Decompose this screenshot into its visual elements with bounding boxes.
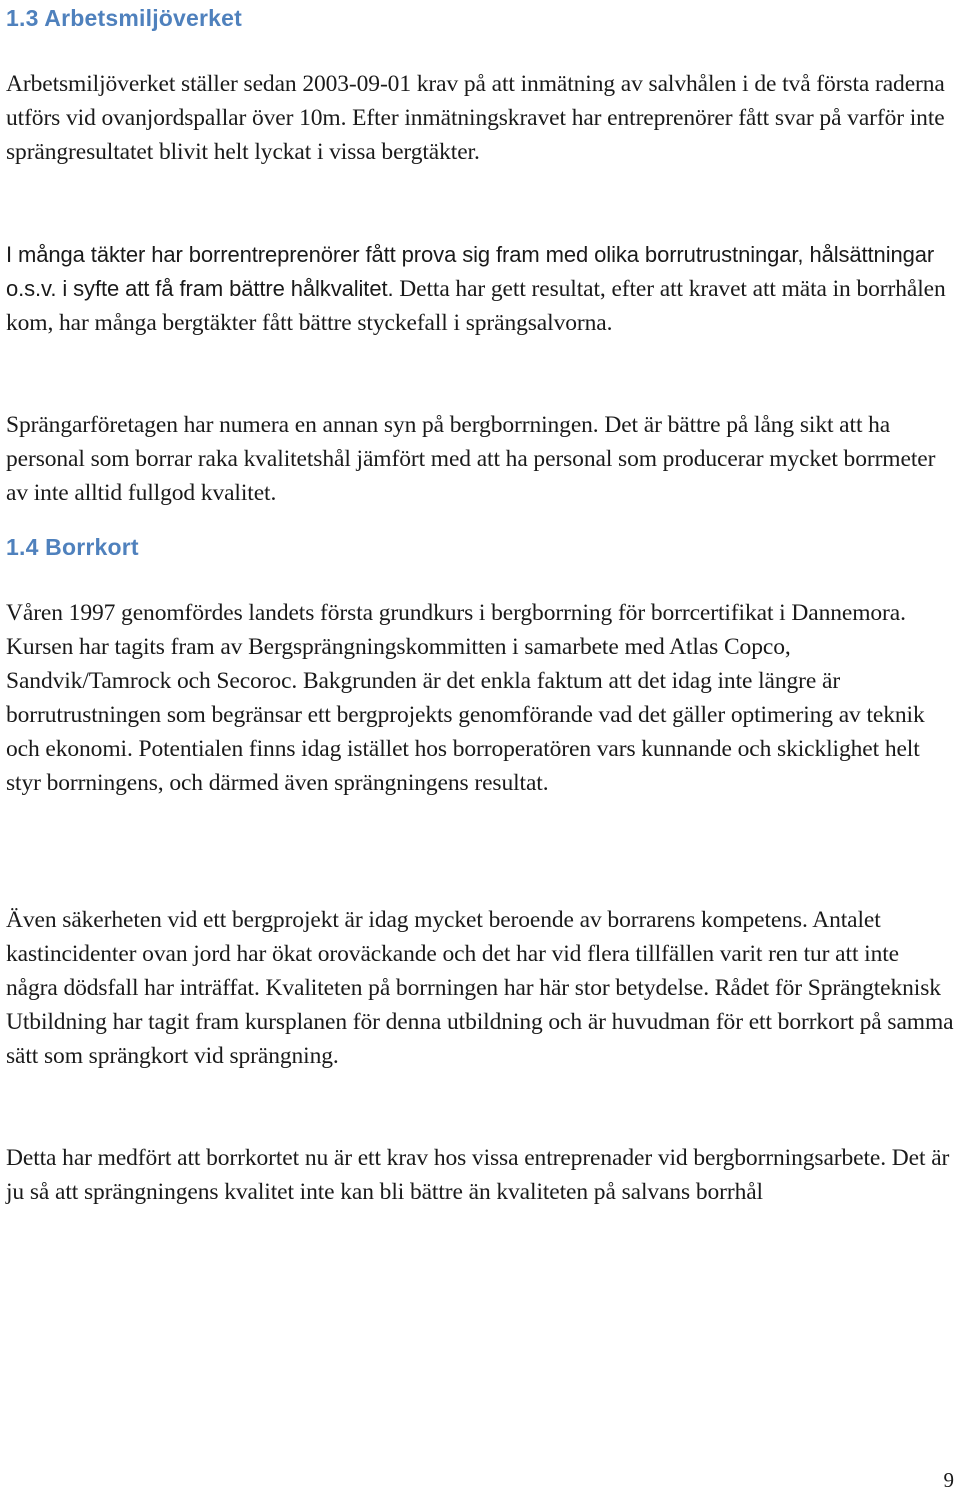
paragraph-borrentreprenorer-lead: I många täkter har borrentreprenörer fått prova sig fram med olika borrutrustningar, hålsättningar o.s.v. i syfte att få fram bättre hålkvalitet.	[6, 242, 935, 301]
paragraph-inmatning-krav: Arbetsmiljöverket ställer sedan 2003-09-01 krav på att inmätning av salvhålen i de två första raderna utförs vid ovanjordspallar över 10m. Efter inmätningskravet har entreprenörer fått svar på varför inte sprängresultatet blivit helt lyckat i vissa bergtäkter.	[6, 71, 945, 165]
paragraph-borrentreprenorer-rest: Detta har gett resultat, efter att kravet att mäta in borrhålen kom, har många bergtäkter fått bättre styckefall i sprängsalvorna.	[6, 276, 946, 336]
section-heading-borrkort: 1.4 Borrkort	[6, 534, 139, 560]
paragraph-sakerhet: Även säkerheten vid ett bergprojekt är idag mycket beroende av borrarens kompetens. Antalet kastincidenter ovan jord har ökat oroväckande och det har vid flera tillfällen varit ren tur att inte några dödsfall har inträffat. Kvaliteten på borrningen har här stor betydelse. Rådet för Sprängteknisk Utbildning har tagit fram kursplanen för denna utbildning och är huvudman för ett borrkort på samma sätt som sprängkort vid sprängning.	[6, 907, 954, 1069]
section-heading-arbetsmiljoverket: 1.3 Arbetsmiljöverket	[6, 5, 243, 31]
paragraph-borrentreprenorer	[6, 238, 956, 340]
paragraph-borrkort-krav: Detta har medfört att borrkortet nu är ett krav hos vissa entreprenader vid bergborrningsarbete. Det är ju så att sprängningens kvalitet inte kan bli bättre än kvaliteten på salvans borrhål	[6, 1145, 950, 1205]
page-number: 9	[943, 1468, 954, 1492]
paragraph-sprangarforetagen: Sprängarföretagen har numera en annan syn på bergborrningen. Det är bättre på lång sikt att ha personal som borrar raka kvalitetshål jämfört med att ha personal som producerar mycket borrmeter av inte alltid fullgod kvalitet.	[6, 412, 936, 506]
paragraph-grundkurs: Våren 1997 genomfördes landets första grundkurs i bergborrning för borrcertifikat i Dannemora. Kursen har tagits fram av Bergsprängningskommitten i samarbete med Atlas Copco, Sandvik/Tamrock och Secoroc. Bakgrunden är det enkla faktum att det idag inte längre är borrutrustningen som begränsar ett bergprojekts genomförande vad det gäller optimering av teknik och ekonomi. Potentialen finns idag istället hos borroperatören vars kunnande och skicklighet helt styr borrningens, och därmed även sprängningens resultat.	[6, 600, 925, 796]
